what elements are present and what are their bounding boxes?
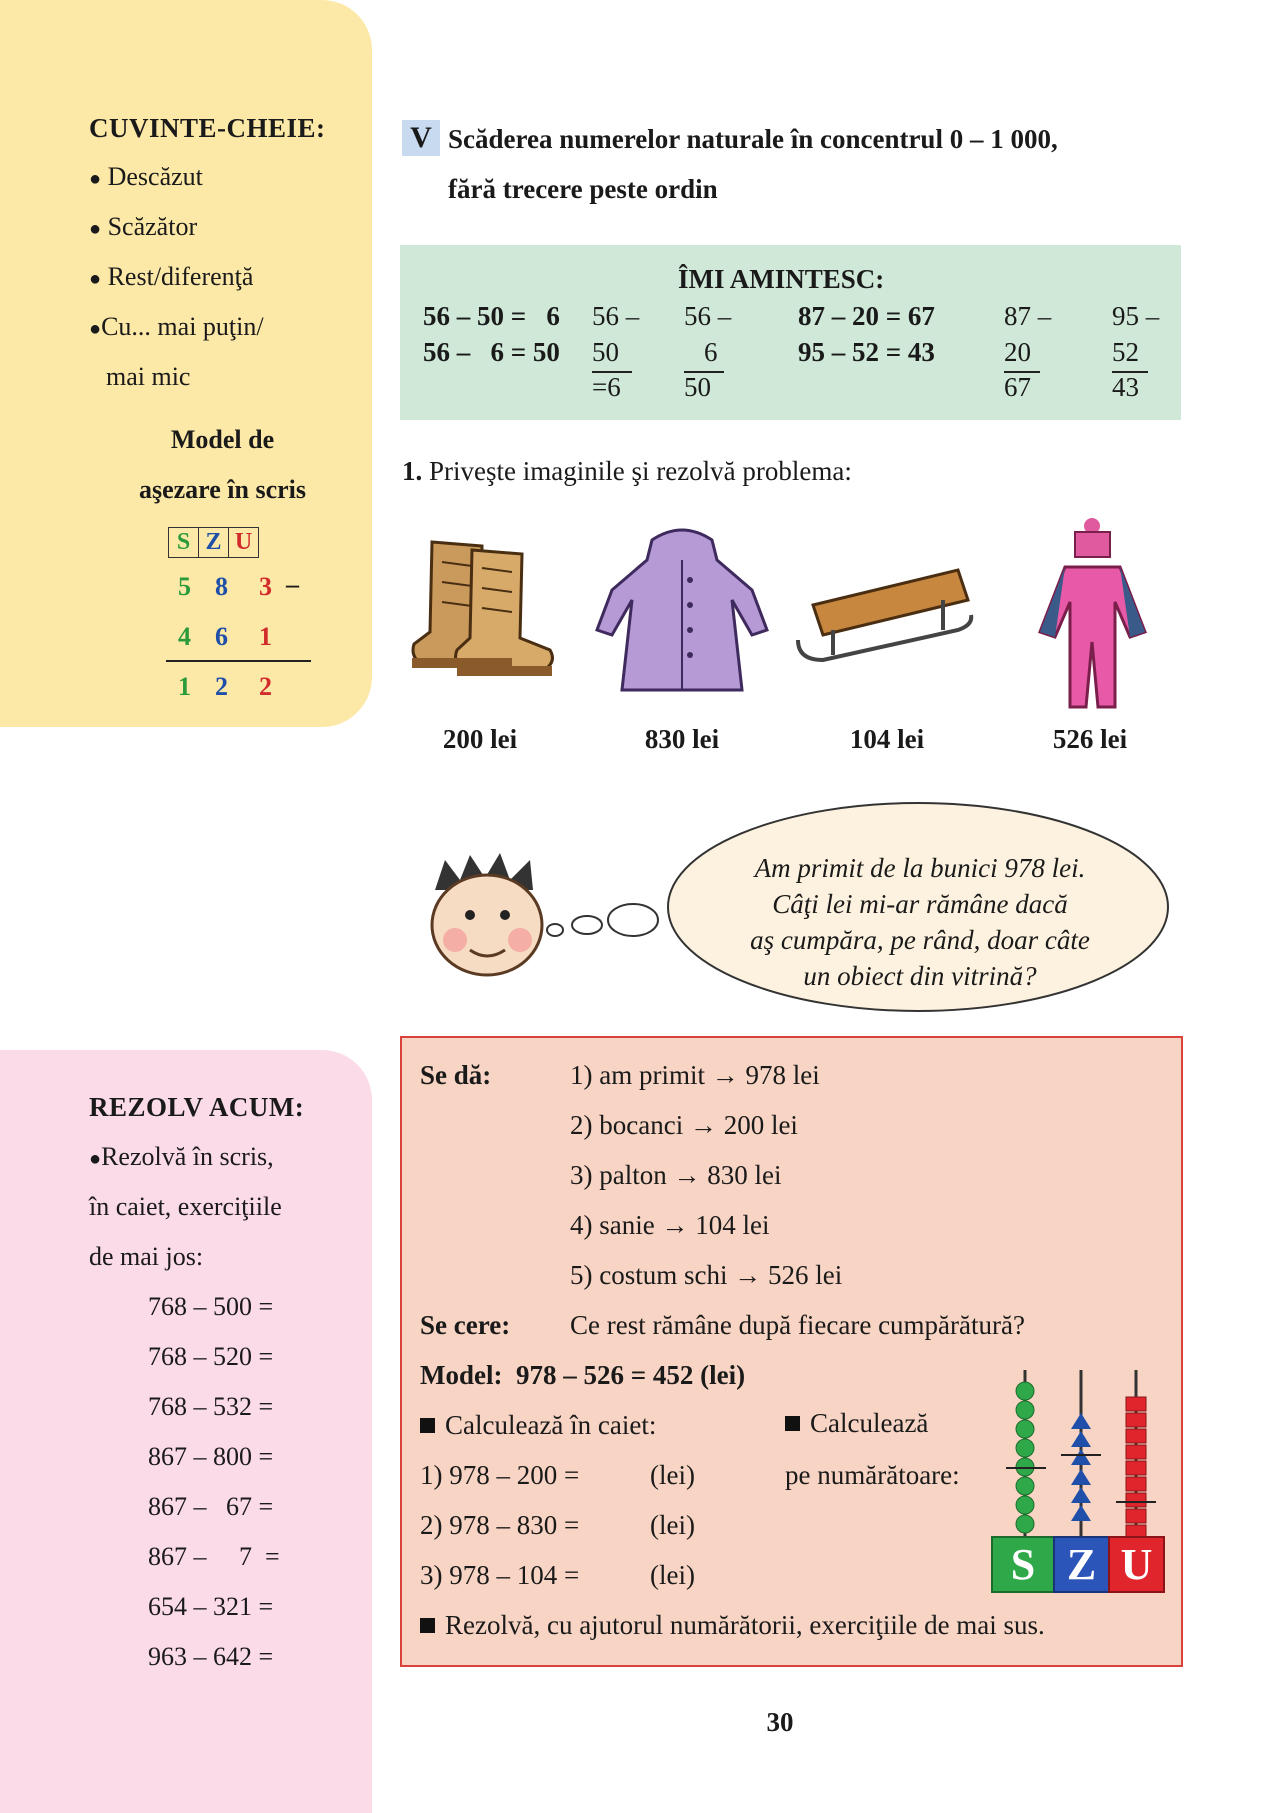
model-equation: Model: 978 – 526 = 452 (lei) bbox=[420, 1360, 746, 1390]
reminder-equation: 87 – 20 = 67 bbox=[798, 301, 935, 331]
column-op: 95 – bbox=[1112, 301, 1160, 331]
keywords-heading: CUVINTE-CHEIE: bbox=[89, 113, 326, 143]
szu-z: Z bbox=[199, 528, 229, 558]
operation: 2) 978 – 830 = bbox=[420, 1510, 580, 1540]
practice-exercise: 768 – 520 = bbox=[148, 1342, 274, 1371]
model-title-line1: Model de bbox=[170, 425, 275, 454]
given-label: Se dă: bbox=[420, 1060, 492, 1090]
section-title: Scăderea numerelor naturale în concentrul 0 – 1 000, bbox=[448, 124, 1058, 154]
operation: 3) 978 – 104 = bbox=[420, 1560, 580, 1590]
digit: 1 bbox=[178, 672, 191, 701]
given-item: 3) palton → 830 lei bbox=[570, 1160, 782, 1190]
unit: (lei) bbox=[650, 1510, 695, 1540]
reminder-heading: ÎMI AMINTESC: bbox=[678, 264, 885, 294]
reminder-equation: 56 – 6 = 50 bbox=[423, 337, 560, 367]
column-op: 52 bbox=[1112, 337, 1139, 367]
price-label: 526 lei bbox=[1052, 724, 1128, 754]
practice-exercise: 867 – 7 = bbox=[148, 1542, 280, 1571]
digit: 6 bbox=[215, 622, 228, 651]
keyword-item: ● Scăzător bbox=[89, 212, 198, 241]
price-label: 830 lei bbox=[644, 724, 720, 754]
digit: 8 bbox=[215, 572, 228, 601]
practice-exercise: 963 – 642 = bbox=[148, 1642, 274, 1671]
given-item: 5) costum schi → 526 lei bbox=[570, 1260, 843, 1290]
column-op: 67 bbox=[1004, 372, 1031, 402]
column-op: 56 – bbox=[592, 301, 640, 331]
sled-image bbox=[793, 560, 978, 675]
square-bullet-icon bbox=[420, 1418, 435, 1433]
keyword-item: ● Rest/diferenţă bbox=[89, 262, 254, 291]
column-op: 50 bbox=[592, 337, 619, 367]
practice-exercise: 768 – 532 = bbox=[148, 1392, 274, 1421]
column-op: 56 – bbox=[684, 301, 732, 331]
section-subtitle: fără trecere peste ordin bbox=[448, 174, 718, 204]
thought-bubbles bbox=[545, 895, 665, 945]
given-item: 1) am primit → 978 lei bbox=[570, 1060, 820, 1090]
reminder-equation: 56 – 50 = 6 bbox=[423, 301, 560, 331]
practice-exercise: 654 – 321 = bbox=[148, 1592, 274, 1621]
reminder-equation: 95 – 52 = 43 bbox=[798, 337, 935, 367]
unit: (lei) bbox=[650, 1460, 695, 1490]
column-op: 50 bbox=[684, 372, 711, 402]
boots-image bbox=[402, 532, 557, 687]
operation: 1) 978 – 200 = bbox=[420, 1460, 580, 1490]
bubble-text: Am primit de la bunici 978 lei. Câţi lei mi-ar rămâne dacă aş cumpăra, pe rând, doar câte un obiect din vitrină? bbox=[750, 853, 1090, 991]
szu-u: U bbox=[229, 528, 259, 558]
square-bullet-icon bbox=[420, 1618, 435, 1633]
practice-instruction: de mai jos: bbox=[89, 1242, 204, 1271]
szu-header-table bbox=[168, 527, 259, 558]
section-badge: V bbox=[402, 120, 440, 156]
column-op: 6 bbox=[704, 337, 718, 367]
digit: 1 bbox=[259, 622, 272, 651]
digit: 2 bbox=[259, 672, 272, 701]
price-label: 104 lei bbox=[849, 724, 925, 754]
coat-image bbox=[592, 520, 772, 705]
practice-exercise: 867 – 800 = bbox=[148, 1442, 274, 1471]
calc-abacus: Calculează bbox=[785, 1408, 928, 1439]
model-title-line2: aşezare în scris bbox=[138, 475, 307, 504]
price-label: 200 lei bbox=[442, 724, 518, 754]
boy-face-image bbox=[415, 850, 565, 990]
calc-abacus: pe numărătoare: bbox=[785, 1460, 960, 1490]
abacus-label-u: U bbox=[1120, 1540, 1153, 1589]
practice-exercise: 768 – 500 = bbox=[148, 1292, 274, 1321]
square-bullet-icon bbox=[785, 1416, 800, 1431]
column-op: 87 – bbox=[1004, 301, 1052, 331]
practice-heading: REZOLV ACUM: bbox=[89, 1092, 305, 1122]
abacus-label-z: Z bbox=[1066, 1540, 1097, 1589]
given-item: 2) bocanci → 200 lei bbox=[570, 1110, 798, 1140]
exercise-1-statement: 1. Priveşte imaginile şi rezolvă problema: bbox=[402, 456, 852, 486]
column-op: =6 bbox=[592, 372, 621, 402]
page-number: 30 bbox=[766, 1707, 794, 1737]
practice-instruction: ●Rezolvă în scris, bbox=[89, 1142, 274, 1171]
practice-instruction: în caiet, exerciţiile bbox=[89, 1192, 282, 1221]
asked-text: Ce rest rămâne după fiecare cumpărătură? bbox=[570, 1310, 1025, 1340]
unit: (lei) bbox=[650, 1560, 695, 1590]
digit: 2 bbox=[215, 672, 228, 701]
calc-notebook: Calculează în caiet: bbox=[420, 1410, 656, 1441]
keyword-item: ●Cu... mai puţin/ bbox=[89, 312, 264, 341]
column-op: 20 bbox=[1004, 337, 1031, 367]
ski-suit-image bbox=[1030, 512, 1155, 717]
column-op: 43 bbox=[1112, 372, 1139, 402]
given-item: 4) sanie → 104 lei bbox=[570, 1210, 770, 1240]
digit: 4 bbox=[178, 622, 191, 651]
final-instruction: Rezolvă, cu ajutorul numărătorii, exerciţiile de mai sus. bbox=[420, 1610, 1045, 1641]
keyword-item-continuation: mai mic bbox=[106, 362, 191, 391]
practice-exercise: 867 – 67 = bbox=[148, 1492, 274, 1521]
digit: 5 bbox=[178, 572, 191, 601]
asked-label: Se cere: bbox=[420, 1310, 511, 1340]
sum-line bbox=[166, 660, 311, 662]
abacus-label-s: S bbox=[1010, 1540, 1036, 1589]
digit: 3 bbox=[259, 572, 272, 601]
minus-sign: – bbox=[286, 570, 299, 599]
keyword-item: ● Descăzut bbox=[89, 162, 203, 191]
szu-s: S bbox=[169, 528, 199, 558]
